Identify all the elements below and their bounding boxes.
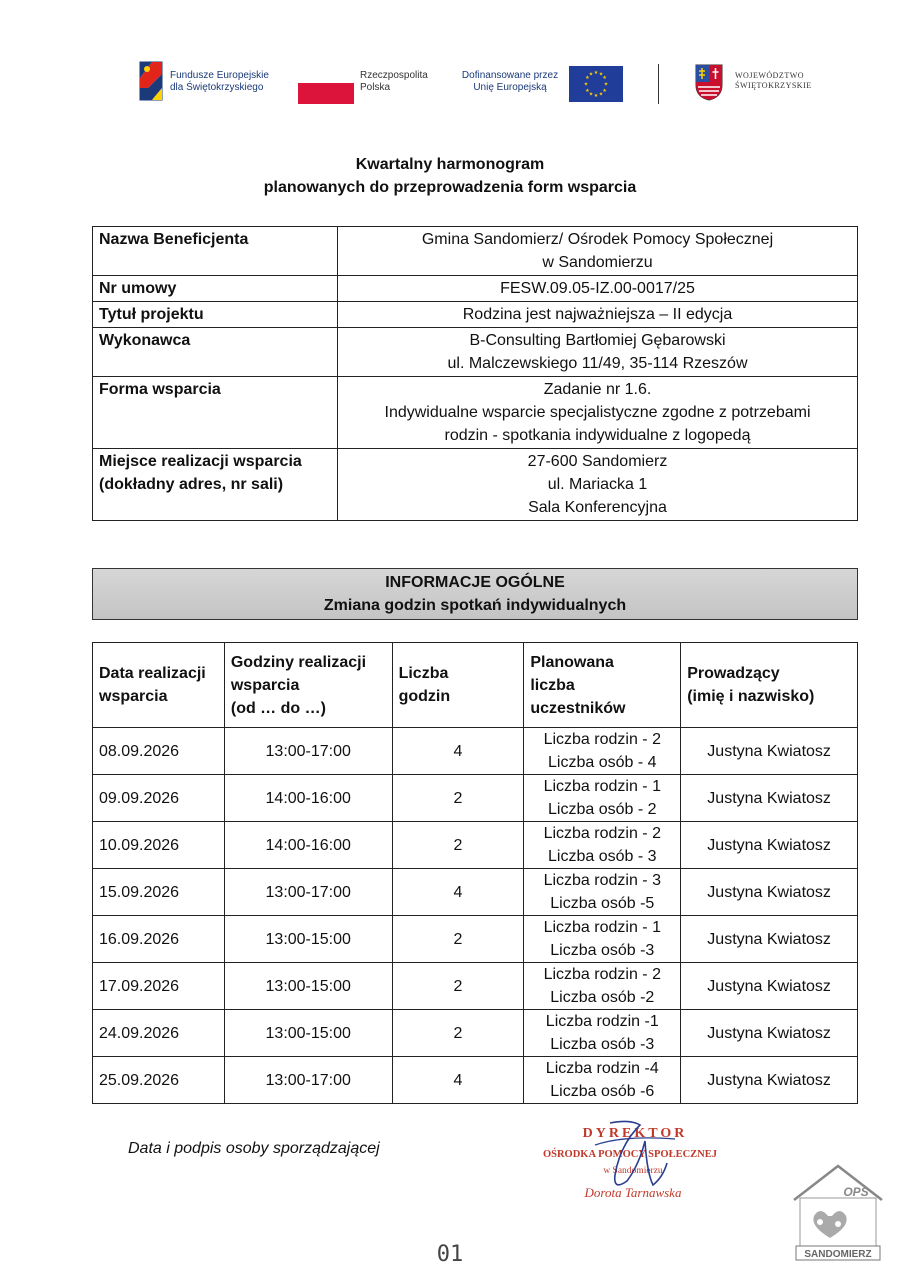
svg-text:OPS: OPS (843, 1185, 869, 1199)
cell-participants (524, 728, 681, 775)
cell-leader: Justyna Kwiatosz (681, 1057, 858, 1104)
director-stamp-icon (535, 1115, 720, 1225)
svg-text:★: ★ (603, 81, 609, 88)
svg-text:★: ★ (585, 88, 590, 94)
cell-participants (524, 775, 681, 822)
info-label-line: Nr umowy (99, 280, 177, 297)
header-line: liczba (530, 676, 575, 694)
header-line: Data realizacji (99, 665, 206, 682)
cell-count: 2 (392, 822, 524, 869)
schedule-header-row (93, 643, 858, 728)
svg-text:w Sandomierzu: w Sandomierzu (603, 1166, 663, 1176)
info-value-line: w Sandomierzu (542, 254, 653, 271)
banner-heading: INFORMACJE OGÓLNE (385, 574, 565, 591)
fe-logo-text: Fundusze Europejskie dla Świętokrzyskiego (170, 70, 269, 93)
cell-count: 2 (392, 916, 524, 963)
svg-text:★: ★ (593, 70, 599, 76)
participants-line: Liczba rodzin - 2 (543, 966, 661, 983)
polish-flag-icon (298, 83, 354, 104)
cell-leader: Justyna Kwiatosz (681, 822, 858, 869)
participants-line: Liczba osób -3 (550, 1036, 655, 1053)
cell-hours: 14:00-16:00 (224, 822, 392, 869)
info-value-line: Sala Konferencyjna (528, 499, 667, 516)
info-value (338, 227, 858, 276)
signature-label: Data i podpis osoby sporządzającej (128, 1140, 380, 1157)
info-label-line: Wykonawca (99, 332, 191, 349)
info-value (338, 302, 858, 328)
svg-text:DYREKTOR: DYREKTOR (582, 1126, 688, 1141)
info-value-line: rodzin - spotkania indywidualne z logopedą (444, 427, 751, 444)
participants-line: Liczba osób -3 (550, 942, 655, 959)
info-value-line: 27-600 Sandomierz (527, 453, 668, 470)
cell-date: 10.09.2026 (93, 822, 225, 869)
participants-line: Liczba osób - 4 (548, 754, 657, 771)
cell-leader: Justyna Kwiatosz (681, 963, 858, 1010)
info-label (93, 276, 338, 302)
info-value (338, 377, 858, 449)
table-row (93, 822, 858, 869)
eu-flag-icon (569, 66, 623, 102)
info-label-line: Tytuł projektu (99, 306, 204, 323)
header-line: Liczba (398, 665, 449, 682)
cell-participants (524, 869, 681, 916)
header-line: Planowana (530, 653, 614, 671)
info-label-line: Nazwa Beneficjenta (99, 231, 249, 248)
cell-hours: 13:00-15:00 (224, 1010, 392, 1057)
participants-line: Liczba rodzin - 1 (543, 778, 661, 795)
cell-leader: Justyna Kwiatosz (681, 916, 858, 963)
info-row (93, 449, 858, 521)
cell-hours: 14:00-16:00 (224, 775, 392, 822)
table-row (93, 728, 858, 775)
svg-text:★: ★ (585, 75, 590, 81)
cell-date: 25.09.2026 (93, 1057, 225, 1104)
cell-participants (524, 916, 681, 963)
info-value (338, 276, 858, 302)
region-crest-icon (694, 63, 724, 101)
header-line: Prowadzący (687, 665, 780, 682)
rp-logo-text: Rzeczpospolita Polska (360, 70, 428, 93)
participants-line: Liczba osób -6 (550, 1083, 655, 1100)
header-hours (224, 643, 392, 728)
participants-line: Liczba osób - 2 (548, 801, 657, 818)
info-value-line: ul. Mariacka 1 (547, 476, 648, 493)
info-row (93, 328, 858, 377)
table-row (93, 1057, 858, 1104)
cell-date: 17.09.2026 (93, 963, 225, 1010)
table-row (93, 916, 858, 963)
cell-participants (524, 822, 681, 869)
general-info-banner (92, 568, 858, 620)
header-line: wsparcia (230, 676, 300, 694)
svg-text:★: ★ (598, 91, 604, 98)
cell-leader: Justyna Kwiatosz (681, 775, 858, 822)
document-title (0, 153, 900, 199)
cell-date: 16.09.2026 (93, 916, 225, 963)
participants-line: Liczba rodzin - 3 (543, 872, 661, 889)
header-line: (imię i nazwisko) (687, 688, 815, 705)
cell-count: 2 (392, 1010, 524, 1057)
svg-text:★: ★ (583, 81, 589, 88)
info-value-line: ul. Malczewskiego 11/49, 35-114 Rzeszów (447, 355, 748, 372)
header-line: godzin (398, 688, 451, 705)
cell-date: 09.09.2026 (93, 775, 225, 822)
header-date (93, 643, 225, 728)
info-label (93, 449, 338, 521)
svg-text:★: ★ (588, 71, 594, 78)
cell-leader: Justyna Kwiatosz (681, 869, 858, 916)
participants-line: Liczba rodzin -4 (545, 1060, 659, 1077)
info-label-line: Forma wsparcia (99, 381, 221, 398)
schedule-table (92, 642, 858, 1104)
cell-count: 2 (392, 775, 524, 822)
cell-hours: 13:00-17:00 (224, 1057, 392, 1104)
svg-text:★: ★ (598, 71, 604, 78)
info-row (93, 276, 858, 302)
cell-date: 15.09.2026 (93, 869, 225, 916)
cell-count: 4 (392, 1057, 524, 1104)
header-line: wsparcia (99, 688, 168, 705)
info-value-line: B-Consulting Bartłomiej Gębarowski (469, 332, 726, 349)
info-label-line: (dokładny adres, nr sali) (99, 476, 284, 493)
page-number: 01 (436, 1242, 464, 1267)
title-line-2: planowanych do przeprowadzenia form wsparcia (263, 179, 637, 196)
svg-text:★: ★ (602, 88, 607, 94)
info-label-line: Miejsce realizacji wsparcia (99, 453, 302, 470)
info-value-line: Gmina Sandomierz/ Ośrodek Pomocy Społecznej (421, 231, 774, 248)
participants-line: Liczba rodzin - 1 (543, 919, 661, 936)
logo-strip (0, 56, 900, 108)
info-value-line: Zadanie nr 1.6. (543, 381, 652, 398)
participants-line: Liczba osób -5 (550, 895, 655, 912)
svg-text:★: ★ (593, 93, 599, 99)
beneficiary-info-table (92, 226, 858, 521)
header-line: uczestników (530, 699, 626, 717)
svg-text:★: ★ (588, 91, 594, 98)
table-row (93, 963, 858, 1010)
participants-line: Liczba rodzin -1 (545, 1013, 659, 1030)
cell-participants (524, 1057, 681, 1104)
participants-line: Liczba osób -2 (550, 989, 655, 1006)
info-label (93, 227, 338, 276)
svg-text:SANDOMIERZ: SANDOMIERZ (804, 1249, 872, 1260)
header-line: (od … do …) (230, 699, 326, 717)
cell-participants (524, 963, 681, 1010)
info-value (338, 449, 858, 521)
cell-leader: Justyna Kwiatosz (681, 728, 858, 775)
svg-text:OŚRODKA POMOCY SPOŁECZNEJ: OŚRODKA POMOCY SPOŁECZNEJ (542, 1149, 718, 1160)
participants-line: Liczba osób - 3 (548, 848, 657, 865)
table-row (93, 775, 858, 822)
cell-hours: 13:00-17:00 (224, 869, 392, 916)
header-line: Godziny realizacji (230, 653, 367, 671)
info-label (93, 377, 338, 449)
svg-text:★: ★ (602, 75, 607, 81)
info-value-line: Rodzina jest najważniejsza – II edycja (462, 306, 733, 323)
participants-line: Liczba rodzin - 2 (543, 825, 661, 842)
cell-hours: 13:00-15:00 (224, 916, 392, 963)
info-row (93, 302, 858, 328)
table-row (93, 1010, 858, 1057)
info-row (93, 227, 858, 276)
header-participants (524, 643, 681, 728)
cell-date: 08.09.2026 (93, 728, 225, 775)
info-label (93, 302, 338, 328)
logo-separator (658, 64, 659, 104)
cell-date: 24.09.2026 (93, 1010, 225, 1057)
cell-hours: 13:00-15:00 (224, 963, 392, 1010)
info-value-line: Indywidualne wsparcie specjalistyczne zgodne z potrzebami (384, 404, 811, 421)
cell-hours: 13:00-17:00 (224, 728, 392, 775)
title-line-1: Kwartalny harmonogram (355, 156, 545, 173)
eu-cofinancing-text: Dofinansowane przez Unię Europejską (461, 70, 559, 93)
header-count (392, 643, 524, 728)
participants-line: Liczba rodzin - 2 (543, 731, 661, 748)
info-label (93, 328, 338, 377)
info-value-line: FESW.09.05-IZ.00-0017/25 (500, 280, 695, 297)
cell-count: 4 (392, 728, 524, 775)
info-row (93, 377, 858, 449)
banner-subheading: Zmiana godzin spotkań indywidualnych (323, 597, 627, 614)
cell-leader: Justyna Kwiatosz (681, 1010, 858, 1057)
fe-logo-icon (138, 58, 164, 104)
header-leader (681, 643, 858, 728)
svg-text:Dorota Tarnawska: Dorota Tarnawska (584, 1185, 682, 1200)
cell-participants (524, 1010, 681, 1057)
cell-count: 4 (392, 869, 524, 916)
table-row (93, 869, 858, 916)
region-logo-text: WOJEWÓDZTWO ŚWIĘTOKRZYSKIE (735, 71, 812, 90)
info-value (338, 328, 858, 377)
cell-count: 2 (392, 963, 524, 1010)
